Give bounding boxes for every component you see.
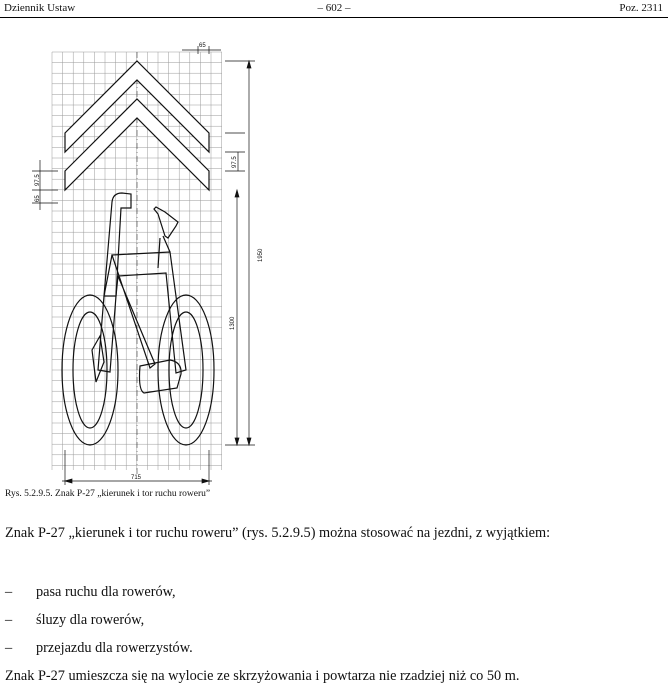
figure-caption: Rys. 5.2.9.5. Znak P-27 „kierunek i tor ruchu roweru” [5, 489, 211, 499]
list-bullet: – [5, 584, 13, 600]
dim-width: 715 [131, 475, 142, 481]
dim-total-height: 1950 [258, 248, 264, 262]
dim-spacing-left: 97.5 [35, 174, 41, 186]
dim-gap-top: 65 [199, 43, 206, 49]
list-item-text: pasa ruchu dla rowerów, [36, 584, 176, 600]
dimension-labels [35, 43, 264, 481]
journal-title: Dziennik Ustaw [4, 2, 76, 14]
list-bullet: – [5, 612, 13, 628]
position-number: Poz. 2311 [619, 2, 663, 14]
body-paragraph: Znak P-27 „kierunek i tor ruchu roweru” (rys. 5.2.9.5) można stosować na jezdni, z wyjątkiem: [5, 525, 551, 541]
dim-bicycle-height: 1300 [230, 316, 236, 330]
handlebar [154, 207, 178, 238]
frame [112, 252, 186, 373]
list-item-text: śluzy dla rowerów, [36, 612, 145, 628]
page-number: – 602 – [317, 2, 351, 14]
header-rule [0, 17, 668, 18]
rear-stay [92, 336, 104, 382]
list-bullet: – [5, 640, 13, 656]
dim-spacing-right: 97.5 [232, 156, 238, 168]
p27-sign-drawing [0, 30, 300, 485]
closing-paragraph: Znak P-27 umieszcza się na wylocie ze skrzyżowania i powtarza nie rzadziej niż co 50 m. [5, 668, 520, 684]
bicycle-symbol [62, 193, 214, 445]
list-item-text: przejazdu dla rowerzystów. [36, 640, 193, 656]
page-header [0, 0, 668, 18]
dim-gap-left: 65 [35, 195, 41, 202]
